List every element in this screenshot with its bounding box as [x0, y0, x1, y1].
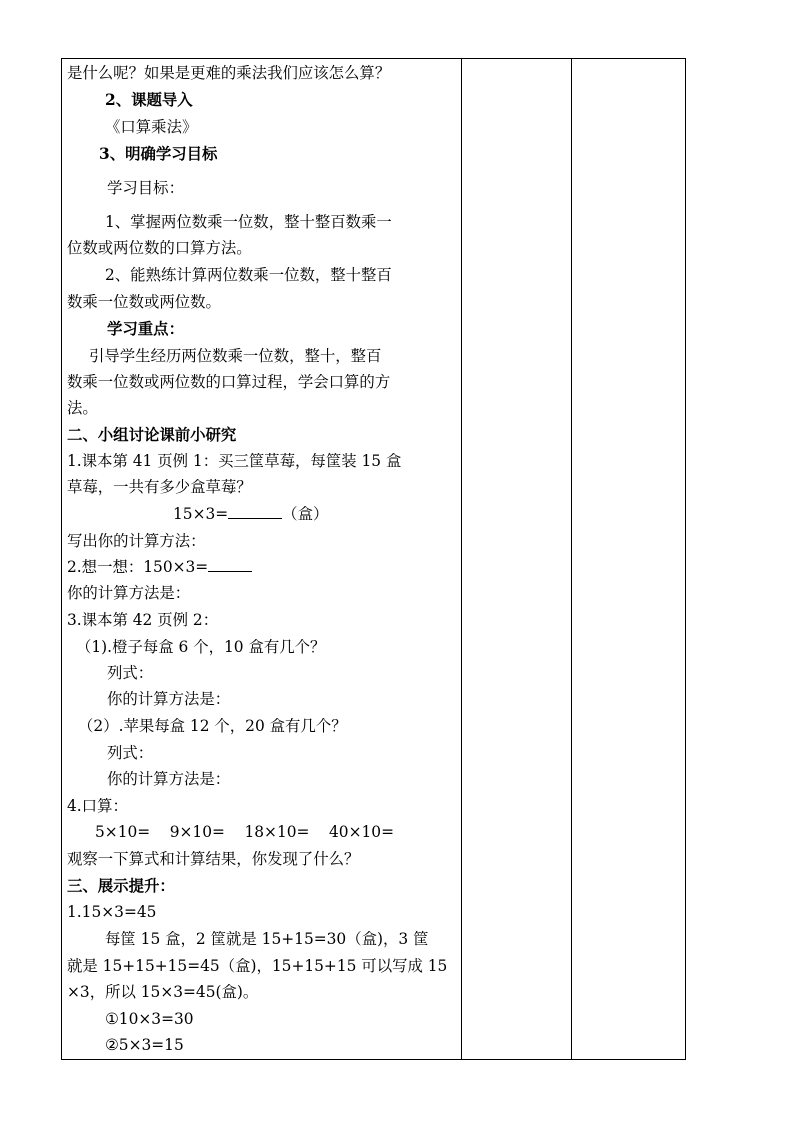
text-line: 每筐 15 盒，2 筐就是 15+15=30（盒)，3 筐 — [105, 930, 429, 948]
text-line: （1).橙子每盒 6 个，10 盒有几个？ — [76, 638, 326, 656]
text-line: 你的计算方法是： — [107, 690, 231, 708]
text-line: 就是 15+15+15=45（盒)，15+15+15 可以写成 15 — [67, 957, 448, 975]
text-line: 1、掌握两位数乘一位数，整十整百数乘一 — [105, 213, 392, 231]
text-line: 3.课本第 42 页例 2： — [67, 611, 219, 629]
text-line: 列式： — [107, 664, 154, 682]
text-line: （2）.苹果每盒 12 个，20 盒有几个？ — [78, 717, 347, 735]
answer-blank — [228, 504, 282, 519]
answer-blank — [208, 557, 252, 572]
text-line: 你的计算方法是： — [107, 770, 231, 788]
text-line: 2、能熟练计算两位数乘一位数，整十整百 — [105, 266, 392, 284]
text-line: 观察一下算式和计算结果，你发现了什么？ — [67, 850, 360, 868]
text-line: 数乘一位数或两位数的口算过程，学会口算的方 — [67, 373, 391, 391]
equation-text: 15×3= — [173, 505, 229, 523]
text-line: 4.口算： — [67, 797, 128, 815]
text-line: 1.15×3=45 — [67, 903, 157, 921]
text-line: 数乘一位数或两位数。 — [67, 293, 221, 311]
text-line: 学习目标： — [107, 179, 184, 197]
text-line: ×3，所以 15×3=45(盒)。 — [67, 983, 259, 1001]
section-heading: 学习重点： — [107, 320, 184, 338]
main-content-cell — [62, 59, 461, 1059]
oral-calc-line: 5×10= 9×10= 18×10= 40×10= — [95, 823, 394, 841]
section-heading: 二、小组讨论课前小研究 — [67, 426, 237, 444]
text-line: 写出你的计算方法： — [67, 532, 206, 550]
text-line: 是什么呢？如果是更难的乘法我们应该怎么算？ — [67, 64, 391, 82]
text-line: 法。 — [67, 399, 98, 417]
section-heading: 三、展示提升： — [67, 877, 175, 895]
unit-text: （盒） — [282, 505, 329, 523]
text-line: 《口算乘法》 — [105, 118, 198, 136]
text-line: 列式： — [107, 744, 154, 762]
lesson-plan-table — [61, 58, 686, 1060]
text-line: 草莓，一共有多少盒草莓？ — [67, 478, 252, 496]
equation-line — [67, 557, 252, 577]
equation-text: 2.想一想：150×3= — [67, 558, 209, 576]
text-line: ②5×3=15 — [105, 1036, 184, 1054]
middle-column-cell — [462, 59, 570, 1059]
text-line: 1.课本第 41 页例 1：买三筐草莓，每筐装 15 盒 — [67, 452, 402, 470]
text-line: 位数或两位数的口算方法。 — [67, 239, 252, 257]
text-line: ①10×3=30 — [105, 1010, 194, 1028]
text-line: 引导学生经历两位数乘一位数，整十，整百 — [89, 347, 382, 365]
section-heading: 3、明确学习目标 — [99, 145, 218, 163]
right-column-cell — [572, 59, 685, 1059]
section-heading: 2、课题导入 — [105, 91, 193, 109]
text-line: 你的计算方法是： — [67, 584, 191, 602]
equation-line — [173, 504, 328, 524]
